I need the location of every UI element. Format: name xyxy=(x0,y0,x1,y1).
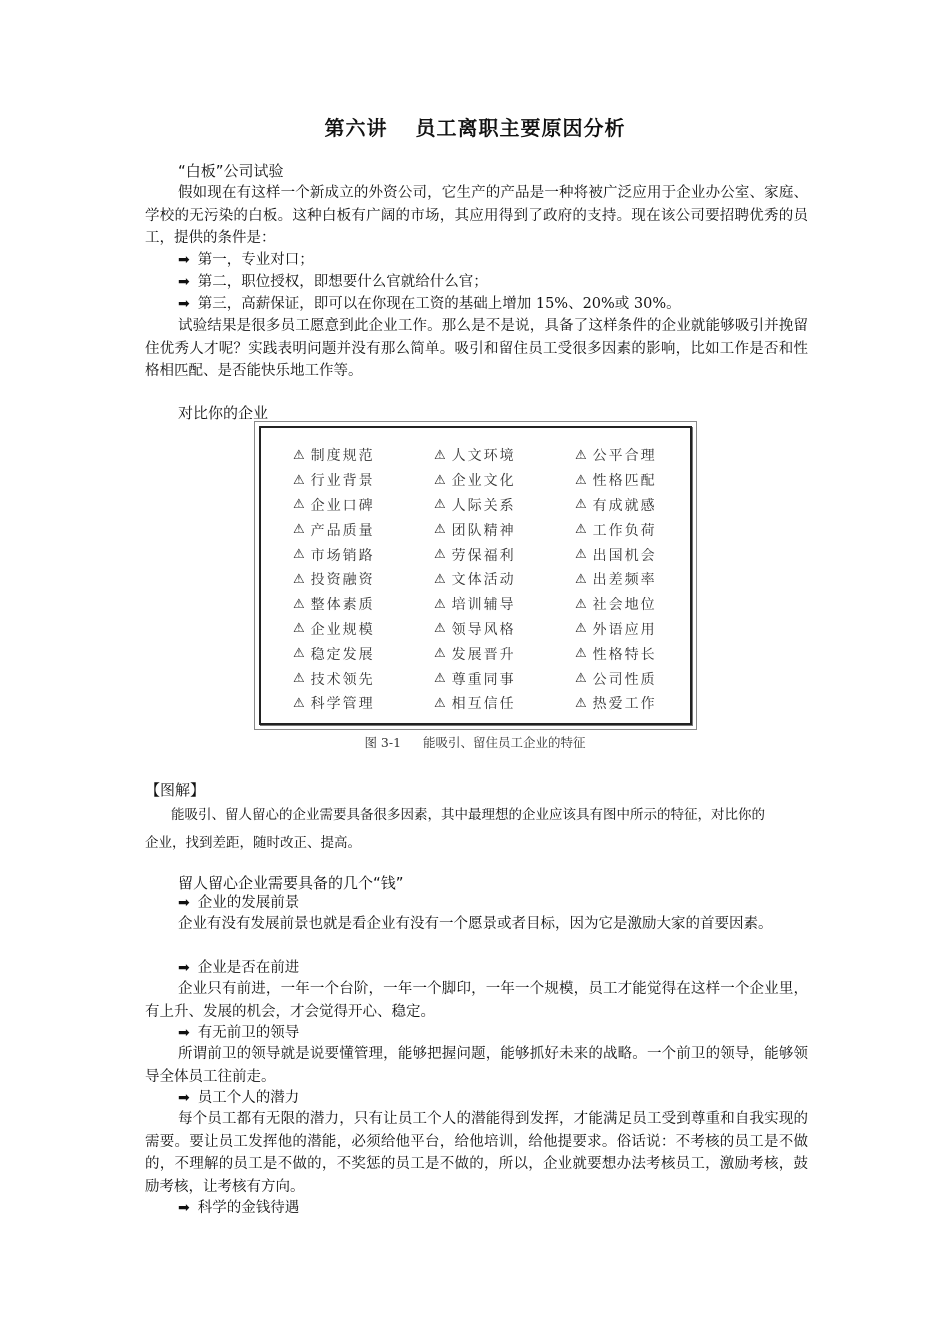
figure-item-label: 培训辅导 xyxy=(451,597,516,614)
warning-triangle-icon: ⚠ xyxy=(434,596,446,612)
warning-triangle-icon: ⚠ xyxy=(575,596,587,612)
bullet-item xyxy=(178,293,681,315)
figure-item-label: 性格特长 xyxy=(592,646,657,663)
figure-item-label: 科学管理 xyxy=(310,696,375,713)
figure-item xyxy=(575,592,716,617)
bullet-text: 有无前卫的领导 xyxy=(197,1025,300,1041)
warning-triangle-icon: ⚠ xyxy=(293,695,305,711)
figure-item-label: 发展晋升 xyxy=(451,646,516,663)
arrow-icon: ➡ xyxy=(178,1090,190,1106)
figure-item xyxy=(434,468,575,493)
figure-item-label: 性格匹配 xyxy=(592,473,657,490)
warning-triangle-icon: ⚠ xyxy=(293,472,305,488)
figure-item xyxy=(293,542,434,567)
figure-item-label: 工作负荷 xyxy=(592,522,657,539)
figure-item-label: 外语应用 xyxy=(592,621,657,638)
note-heading: 【图解】 xyxy=(145,781,206,799)
bullet-text: 科学的金钱待遇 xyxy=(197,1200,300,1216)
figure-item xyxy=(575,641,716,666)
warning-triangle-icon: ⚠ xyxy=(293,547,305,563)
figure-item xyxy=(293,592,434,617)
warning-triangle-icon: ⚠ xyxy=(434,671,446,687)
title-topic: 员工离职主要原因分析 xyxy=(415,116,626,140)
warning-triangle-icon: ⚠ xyxy=(293,596,305,612)
warning-triangle-icon: ⚠ xyxy=(434,621,446,637)
figure-item xyxy=(293,641,434,666)
figure-item-label: 技术领先 xyxy=(310,671,375,688)
warning-triangle-icon: ⚠ xyxy=(575,522,587,538)
figure-item-label: 制度规范 xyxy=(310,448,375,465)
note-line-2: 企业，找到差距，随时改正、提高。 xyxy=(145,835,361,851)
figure-item xyxy=(293,691,434,716)
figure-item xyxy=(575,468,716,493)
bullet-text: 第一，专业对口； xyxy=(197,252,314,268)
bullet-text: 第二，职位授权，即想要什么官就给什么官； xyxy=(197,274,488,290)
figure-item-label: 人际关系 xyxy=(451,497,516,514)
warning-triangle-icon: ⚠ xyxy=(293,646,305,662)
paragraph-experiment-intro: 假如现在有这样一个新成立的外资公司，它生产的产品是一种将被广泛应用于企业办公室、家庭、学校的无污染的白板。这种白板有广阔的市场，其应用得到了政府的支持。现在该公司要招聘优秀的员工，提供的条件是： xyxy=(145,185,808,246)
warning-triangle-icon: ⚠ xyxy=(575,447,587,463)
figure-item-label: 劳保福利 xyxy=(451,547,516,564)
figure-item-label: 文体活动 xyxy=(451,572,516,589)
warning-triangle-icon: ⚠ xyxy=(575,695,587,711)
figure-item xyxy=(575,517,716,542)
paragraph-potential: 每个员工都有无限的潜力，只有让员工个人的潜能得到发挥，才能满足员工受到尊重和自我实现的需要。要让员工发挥他的潜能，必须给他平台，给他培训，给他提要求。俗话说：不考核的员工是不做的，不理解的员工是不做的，不奖惩的员工是不做的，所以，企业就要想办法考核员工，激励考核，鼓励考核，让考核有方向。 xyxy=(145,1111,808,1195)
bullet-item xyxy=(178,1197,299,1219)
warning-triangle-icon: ⚠ xyxy=(434,547,446,563)
figure-item-label: 社会地位 xyxy=(592,597,657,614)
figure-item xyxy=(434,443,575,468)
bullet-item xyxy=(178,892,299,914)
figure-item-label: 尊重同事 xyxy=(451,671,516,688)
figure-item xyxy=(575,567,716,592)
figure-item xyxy=(575,691,716,716)
warning-triangle-icon: ⚠ xyxy=(293,497,305,513)
warning-triangle-icon: ⚠ xyxy=(575,646,587,662)
figure-item xyxy=(293,443,434,468)
figure-item xyxy=(575,443,716,468)
figure-item xyxy=(293,493,434,518)
figure-item-label: 产品质量 xyxy=(310,522,375,539)
bullet-text: 第三，高薪保证，即可以在你现在工资的基础上增加 15%、20%或 30%。 xyxy=(197,296,681,312)
figure-item xyxy=(575,666,716,691)
figure-item-label: 相互信任 xyxy=(451,696,516,713)
paragraph-prospect: 企业有没有发展前景也就是看企业有没有一个愿景或者目标，因为它是激励大家的首要因素。 xyxy=(178,916,773,932)
bullet-text: 企业是否在前进 xyxy=(197,960,300,976)
paragraph-progress: 企业只有前进，一年一个台阶，一年一个脚印，一年一个规模，员工才能觉得在这样一个企业里，有上升、发展的机会，才会觉得开心、稳定。 xyxy=(145,981,808,1020)
warning-triangle-icon: ⚠ xyxy=(293,671,305,687)
note-body xyxy=(145,801,808,857)
caption-number: 图 3-1 xyxy=(364,735,402,750)
figure-item-label: 热爱工作 xyxy=(592,696,657,713)
bullet-item xyxy=(178,1022,299,1044)
figure-item-label: 稳定发展 xyxy=(310,646,375,663)
caption-text: 能吸引、留住员工企业的特征 xyxy=(423,735,586,750)
warning-triangle-icon: ⚠ xyxy=(434,447,446,463)
figure-item xyxy=(293,617,434,642)
figure-item-label: 公平合理 xyxy=(592,448,657,465)
paragraph-leader: 所谓前卫的领导就是说要懂管理，能够把握问题，能够抓好未来的战略。一个前卫的领导，能够领导全体员工往前走。 xyxy=(145,1046,808,1085)
figure-item-label: 团队精神 xyxy=(451,522,516,539)
warning-triangle-icon: ⚠ xyxy=(434,472,446,488)
arrow-icon: ➡ xyxy=(178,274,190,290)
figure-item xyxy=(434,641,575,666)
figure-item-label: 投资融资 xyxy=(310,572,375,589)
figure-frame xyxy=(254,421,697,730)
bullet-text: 企业的发展前景 xyxy=(197,895,300,911)
arrow-icon: ➡ xyxy=(178,1200,190,1216)
figure-item-label: 企业规模 xyxy=(310,621,375,638)
figure-item-label: 市场销路 xyxy=(310,547,375,564)
warning-triangle-icon: ⚠ xyxy=(434,571,446,587)
note-line-1: 能吸引、留人留心的企业需要具备很多因素，其中最理想的企业应该具有图中所示的特征，对比你的 xyxy=(171,807,765,823)
figure-item-label: 行业背景 xyxy=(310,473,375,490)
arrow-icon: ➡ xyxy=(178,296,190,312)
figure-item-label: 企业口碑 xyxy=(310,497,375,514)
bullet-item xyxy=(178,271,488,293)
arrow-icon: ➡ xyxy=(178,252,190,268)
warning-triangle-icon: ⚠ xyxy=(293,621,305,637)
warning-triangle-icon: ⚠ xyxy=(575,547,587,563)
bullet-item xyxy=(178,1087,299,1109)
figure-grid xyxy=(293,443,716,716)
figure-border xyxy=(259,426,692,725)
arrow-icon: ➡ xyxy=(178,1025,190,1041)
figure-item-label: 出国机会 xyxy=(592,547,657,564)
bullet-item xyxy=(178,249,314,271)
figure-item-label: 出差频率 xyxy=(592,572,657,589)
figure-item-label: 人文环境 xyxy=(451,448,516,465)
figure-item xyxy=(575,617,716,642)
section-heading-compare: 对比你的企业 xyxy=(178,404,269,422)
warning-triangle-icon: ⚠ xyxy=(293,571,305,587)
warning-triangle-icon: ⚠ xyxy=(575,472,587,488)
bullet-item xyxy=(178,957,299,979)
figure-item xyxy=(575,542,716,567)
warning-triangle-icon: ⚠ xyxy=(575,497,587,513)
figure-item xyxy=(434,517,575,542)
warning-triangle-icon: ⚠ xyxy=(293,522,305,538)
warning-triangle-icon: ⚠ xyxy=(434,497,446,513)
figure-item xyxy=(575,493,716,518)
figure-item xyxy=(434,493,575,518)
figure-caption xyxy=(0,733,950,751)
paragraph-experiment-result: 试验结果是很多员工愿意到此企业工作。那么是不是说，具备了这样条件的企业就能够吸引并挽留住优秀人才呢？实践表明问题并没有那么简单。吸引和留住员工受很多因素的影响，比如工作是否和性格相匹配、是否能快乐地工作等。 xyxy=(145,318,808,379)
figure-item-label: 企业文化 xyxy=(451,473,516,490)
figure-item xyxy=(293,468,434,493)
figure-item xyxy=(293,666,434,691)
warning-triangle-icon: ⚠ xyxy=(434,695,446,711)
figure-item-label: 整体素质 xyxy=(310,597,375,614)
figure-item xyxy=(434,691,575,716)
figure-item xyxy=(434,567,575,592)
warning-triangle-icon: ⚠ xyxy=(293,447,305,463)
figure-item-label: 公司性质 xyxy=(592,671,657,688)
warning-triangle-icon: ⚠ xyxy=(575,671,587,687)
page-title xyxy=(0,112,950,141)
arrow-icon: ➡ xyxy=(178,960,190,976)
figure-item xyxy=(434,666,575,691)
warning-triangle-icon: ⚠ xyxy=(434,646,446,662)
figure-item xyxy=(293,567,434,592)
figure-item-label: 有成就感 xyxy=(592,497,657,514)
title-lecture-number: 第六讲 xyxy=(324,116,388,140)
section-heading-whiteboard: “白板”公司试验 xyxy=(178,162,284,180)
section-heading-money: 留人留心企业需要具备的几个“钱” xyxy=(178,874,404,892)
warning-triangle-icon: ⚠ xyxy=(575,571,587,587)
warning-triangle-icon: ⚠ xyxy=(575,621,587,637)
warning-triangle-icon: ⚠ xyxy=(434,522,446,538)
figure-item xyxy=(434,617,575,642)
arrow-icon: ➡ xyxy=(178,895,190,911)
figure-item xyxy=(293,517,434,542)
bullet-text: 员工个人的潜力 xyxy=(197,1090,300,1106)
figure-item-label: 领导风格 xyxy=(451,621,516,638)
figure-item xyxy=(434,542,575,567)
figure-item xyxy=(434,592,575,617)
